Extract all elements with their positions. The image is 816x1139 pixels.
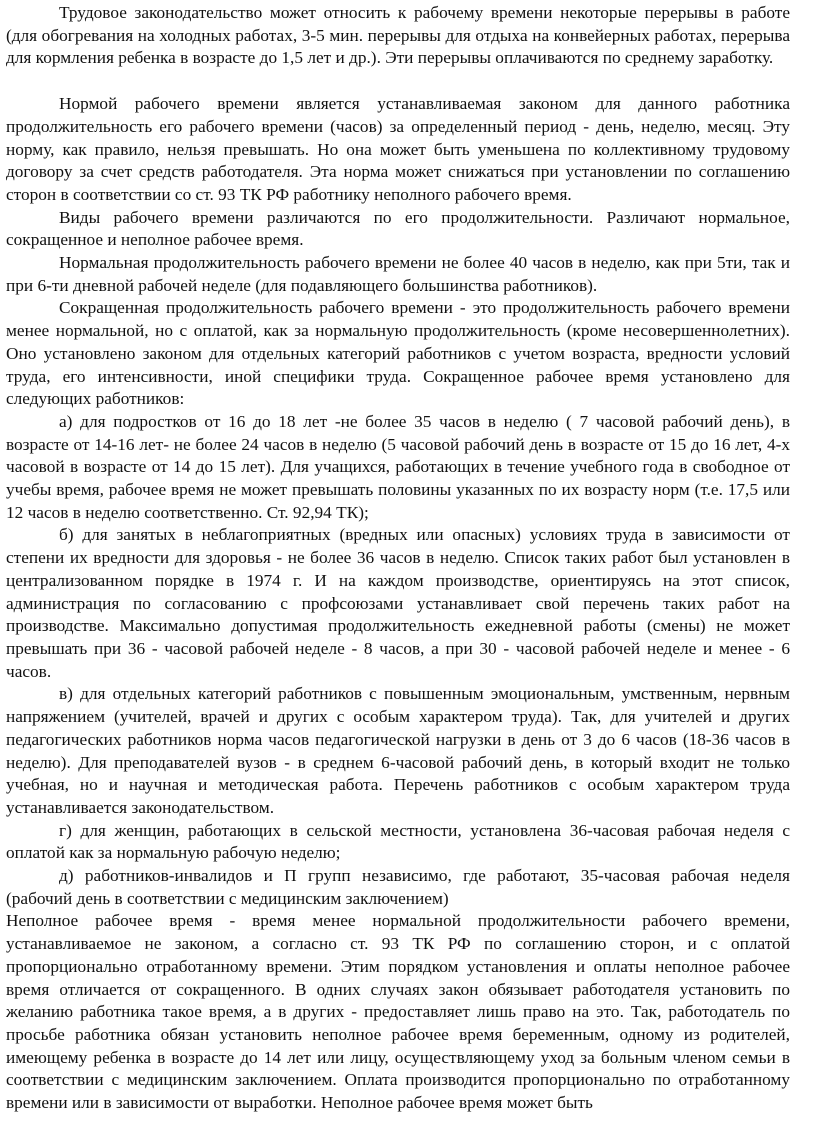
paragraph-reduced: Сокращенная продолжительность рабочего времени - это продолжительность рабочего времени менее нормальной, но с оплатой, как за нормальную продолжительность (кроме несовершеннолетних). Оно установлено законом для отдельных категорий работников с учетом возраста, вредности условий труда, его интенсивности, иной специфики труда. Сокращенное рабочее время установлено для следующих работников: [6,298,790,409]
paragraph-part-time: Неполное рабочее время - время менее нормальной продолжительности рабочего времени, устанавливаемое не законом, а согласно ст. 93 ТК РФ по соглашению сторон, и с оплатой пропорционально отработанному времени. Этим порядком установления и оплаты неполное рабочее время отличается от сокращенного. В одних случаях закон обязывает работодателя установить по желанию работника такое время, а в других - предоставляет лишь право на это. Так, работодатель по просьбе работника обязан установить неполное рабочее время беременным, одному из родителей, имеющему ребенка в возрасте до 14 лет или лицу, осуществляющему уход за больным членом семьи в соответствии с медицинским заключением. Оплата производится пропорционально по отработанному времени или в зависимости от выработки. Неполное рабочее время может быть [6,911,790,1113]
paragraph-normal: Нормальная продолжительность рабочего времени не более 40 часов в неделю, как при 5ти, так и при 6-ти дневной рабочей неделе (для подавляющего большинства работников). [6,253,790,295]
list-item-g: г) для женщин, работающих в сельской местности, установлена 36-часовая рабочая неделя с оплатой как за нормальную рабочую неделю; [6,820,790,863]
list-item-d: д) работников-инвалидов и П групп независимо, где работают, 35-часовая рабочая неделя (рабочий день в соответствии с медицинским заключением) [6,866,790,908]
list-item-a: а) для подростков от 16 до 18 лет -не более 35 часов в неделю ( 7 часовой рабочий день), в возрасте от 14-16 лет- не более 24 часов в неделю (5 часовой рабочий день в возрасте от 15 до 16 лет, 4-х часовой в возрасте от 14 до 15 лет). Для учащихся, работающих в течение учебного года в свободное от учебы время, рабочее время не может превышать половины указанных по их возрасту норм (т.е. 17,5 или 12 часов в неделю соответственно. Ст. 92,94 ТК); [6,411,790,522]
list-item-b: б) для занятых в неблагоприятных (вредных или опасных) условиях труда в зависимости от степени их вредности для здоровья - не более 36 часов в неделю. Список таких работ был установлен в централизованном порядке в 1974 г. И на каждом производстве, ориентируясь на этот список, администрация по согласованию с профсоюзами устанавливает свой перечень таких работ на производстве. Максимально допустимая продолжительность ежедневной работы (смены) не может превышать при 36 - часовой рабочей неделе - 8 часов, а при 30 - часовой рабочей неделе и менее - 6 часов. [6,525,790,681]
paragraph-breaks: Трудовое законодательство может относить к рабочему времени некоторые перерывы в работе (для обогревания на холодных работах, 3-5 мин. перерывы для отдыха на конвейерных работах, перерыва для кормления ребенка в возрасте до 1,5 лет и др.). Эти перерывы оплачиваются по среднему заработку. [6,3,790,68]
paragraph-gap [6,70,790,93]
paragraph-norm: Нормой рабочего времени является устанавливаемая законом для данного работника продолжительность его рабочего времени (часов) за определенный период - день, неделю, месяц. Эту норму, как правило, нельзя превышать. Но она может быть уменьшена по коллективному трудовому договору за счет средств работодателя. Эта норма может снижаться при установлении по соглашению сторон в соответствии со ст. 93 ТК РФ работнику неполного рабочего время. [6,94,790,204]
list-item-v: в) для отдельных категорий работников с повышенным эмоциональным, умственным, нервным напряжением (учителей, врачей и других с особым характером труда). Так, для учителей и других педагогических работников норма часов педагогической нагрузки в день от 3 до 6 часов (18-36 часов в неделю). Для преподавателей вузов - в среднем 6-часовой рабочий день, в который входит не только учебная, но и научная и методическая работа. Перечень работников с особым характером труда устанавливается законодательством. [6,684,790,817]
paragraph-types: Виды рабочего времени различаются по его продолжительности. Различают нормальное, сокращенное и неполное рабочее время. [6,207,790,250]
